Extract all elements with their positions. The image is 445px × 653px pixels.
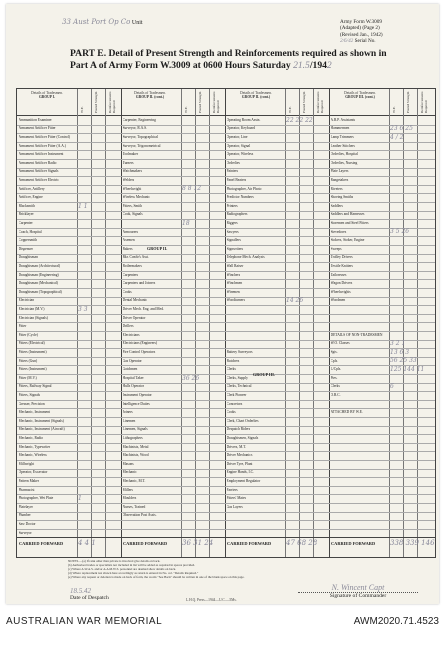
trade-label: Blacksmith [18, 203, 35, 208]
trade-label: Mechanic, M.T. [122, 479, 146, 483]
table-header [17, 89, 435, 116]
trade-label: Lamp Trimmers [330, 135, 354, 139]
trade-label: Toolmaker [122, 152, 139, 157]
trade-label: Despatch Riders [226, 427, 251, 432]
trade-label: Woodmen [330, 298, 346, 303]
trade-label: Farriers [226, 487, 238, 492]
trade-label: Mechanic, Instrument (Signals) [18, 418, 64, 423]
trade-label: Mechanic [122, 470, 137, 475]
carried-forward-value: 47 68 28 [286, 539, 318, 548]
trade-label: Armament Artificer Instrument [18, 152, 64, 157]
trade-label: Carpenters [122, 272, 139, 277]
trade-label: O.R.C. [330, 393, 341, 397]
trade-label: Electricians (Engineers) [122, 341, 158, 346]
archive-accession: AWM2020.71.4523 [353, 616, 439, 627]
handwritten-entry: 22 22 22 [286, 116, 313, 124]
trade-label: Fitter [18, 324, 27, 329]
header-reinf-1: Reinforcements Required [108, 91, 116, 113]
trade-label: Storemen and Steel Fitters [330, 221, 369, 225]
header-reinf-2: Reinforcements Required [212, 91, 220, 113]
archive-name: AUSTRALIAN WAR MEMORIAL [6, 616, 163, 627]
trade-label: Bakers [122, 246, 133, 251]
trade-label: Armament Artificer Fitter (Control) [18, 135, 70, 139]
header-trades-3: Details of Tradesmen. GROUP II. (cont.) [240, 91, 272, 100]
trade-label: Engine Hands, I.C. [226, 470, 254, 475]
trade-label: Winchmen [226, 281, 243, 286]
note-line: (c) Where A.W.A.S. and/or A.A.M.W.S. personnel are deemed show details on back. [68, 567, 176, 571]
header-posted-3: Posted Strength [302, 91, 306, 113]
trade-label: Carpenter, Engineering [122, 117, 156, 122]
header-trades-2: Details of Tradesmen. GROUP II. (cont.) [134, 91, 166, 100]
trade-label: Hammermen [330, 126, 350, 131]
header-we-1: W.E. [80, 106, 84, 113]
trade-label: Draughtsman (Topographical) [18, 289, 62, 294]
print-reference: L.H.Q. Press—1944—U.C.—5Ms. [186, 598, 237, 602]
handwritten-entry: 56 25 33 [390, 357, 417, 365]
trade-label: Leather Stitchers [330, 143, 355, 148]
trade-label: Bkr. Conftr's Asst. [122, 255, 149, 260]
handwritten-entry: 4 / 2 [390, 133, 404, 141]
trade-label: Painters [226, 169, 239, 174]
header-we-3: W.E. [288, 106, 292, 113]
trade-label: Fitters (Electrical) [18, 341, 45, 346]
trade-label: Stevedores [330, 229, 347, 234]
handwritten-entry: 23 6 25 [390, 125, 413, 133]
trade-label: Clerks [226, 367, 236, 372]
trade-label: Clerks, Technical [226, 384, 252, 389]
trade-label: Armament Artificer Radio [18, 160, 57, 165]
handwritten-entry: 3 5 26 [390, 228, 410, 236]
trade-label: Millers [122, 487, 133, 492]
trade-label: Clerks, Supply [226, 375, 248, 380]
trade-label: Cook, Signals [122, 212, 143, 217]
trade-label: Electrician (Signals) [18, 315, 48, 320]
note-line: (d) Where replacement not shown here accordingly as return is entered in No. col. "Details Required." [68, 571, 199, 575]
trade-label: Butchers [226, 358, 240, 363]
trade-label: Carpenter [18, 221, 33, 225]
trade-label: Wagon Drivers [330, 281, 353, 286]
archive-footer [0, 610, 445, 653]
trade-label: Pattern Maker [18, 479, 39, 483]
trade-label: Driver Tyre, Plant [226, 461, 253, 466]
trade-label: Armourers [122, 229, 139, 234]
trade-label: Orderlies [226, 160, 240, 165]
trade-label: Armament Artificer Signals [18, 169, 59, 174]
trade-label: Linemen, Signals [122, 427, 148, 432]
trade-label: Riggers [226, 221, 238, 225]
trade-label: Dental Mechanic [122, 298, 148, 303]
carried-forward-value: 36 31 24 [182, 539, 214, 548]
title-line1: PART E. Detail of Present Strength and Reinforcements required as shown in [70, 48, 387, 59]
trade-label: Cooks [226, 410, 236, 415]
trade-label: Woodturners [226, 298, 245, 303]
unit-field [62, 18, 143, 26]
notes-block [68, 559, 428, 579]
trade-label: Axemen [122, 238, 135, 243]
trade-label: Wiremen [226, 289, 240, 294]
trade-label: Welders [122, 178, 135, 182]
title-year-handwritten: 2 [326, 59, 332, 71]
group-3-label: GROUP III. [253, 372, 275, 377]
trade-label: Hospital Taker [122, 375, 144, 380]
trade-label: Driver Mech. Eng. and Med. [122, 307, 164, 311]
trade-label: Armament Artificer Electric [18, 178, 60, 182]
note-line: NOTES.—(a) If rank other than private is involved give details on back. [68, 559, 161, 563]
trade-label: Operator, Keyboard [226, 126, 256, 131]
trade-label: Coach, Hospital [18, 229, 42, 234]
trade-label: Signallers [226, 238, 241, 243]
header-reinf-3: Reinforcements Required [316, 91, 324, 113]
trade-label: Shoeing Smiths [330, 195, 354, 200]
trade-label: Operator, Signal [226, 143, 251, 148]
trade-label: Rangetakers [330, 178, 349, 182]
form-title [70, 48, 410, 71]
despatch-date-handwritten: 18.5.42 [70, 587, 91, 595]
trade-label: Photographer, Wet Plate [18, 496, 54, 501]
trade-label: Greaser, Precision [18, 401, 45, 406]
trade-label: Dispenser [18, 246, 33, 251]
trade-label: Wall Raiser [226, 264, 244, 268]
trade-label: Operator, Excavator [18, 470, 48, 475]
header-posted-2: Posted Strength [198, 91, 202, 113]
trade-label: Printers [226, 203, 238, 208]
serial-label: Serial No. [354, 37, 376, 44]
handwritten-entry: 3 2 1 [390, 340, 406, 348]
handwritten-entry: 8 8 12 [182, 185, 202, 193]
signature-block [298, 583, 418, 599]
carried-forward-label: CARRIED FORWARD [227, 541, 272, 547]
form-name: Army Form W.3009 [340, 19, 382, 25]
trade-label: Artificer, Artillery [18, 186, 45, 191]
handwritten-entry: 1 1 [78, 202, 88, 210]
header-we-4: W.E. [392, 106, 396, 113]
trade-label: Telephone Mech. Analysts [226, 255, 265, 260]
header-posted-1: Posted Strength [94, 91, 98, 113]
trade-label: Gatchmen [122, 367, 138, 372]
trade-label: Operator, Wireless [226, 152, 254, 157]
trade-label: Driver Mechanics [226, 453, 253, 458]
trade-label: Fitters, Railway Signal [18, 384, 52, 389]
signature-label: Signature of Commander [298, 592, 418, 599]
trade-label: Gas Operator [122, 358, 142, 363]
trade-label: Cpls. [330, 358, 338, 363]
trade-label: Artificer, Engine [18, 195, 43, 200]
trade-label: L/Cpls. [330, 367, 342, 372]
carried-forward-label: CARRIED FORWARD [123, 541, 168, 547]
signature-handwritten: N. Wincent Capt [331, 583, 385, 592]
trade-label: ATTACHED BY W.E. [330, 410, 363, 415]
trade-label: Electrician [18, 298, 35, 303]
trade-label: Fitters, Smith [122, 203, 143, 208]
header-reinf-4: Reinforcements Required [420, 91, 428, 113]
trade-label: Turners [122, 160, 134, 165]
unit-label: Unit [131, 20, 143, 26]
trade-label: Mechanic, Instrument (Aircraft) [18, 427, 65, 432]
carried-forward-value: 338 339 146 [390, 539, 435, 548]
trade-label: Plumber [18, 513, 31, 518]
handwritten-entry: 18 [182, 219, 190, 227]
trade-label: Boilermakers [122, 264, 142, 268]
note-line: (b) Authorised trades or specialists not included in list will be added as required in spaces provided. [68, 563, 196, 567]
handwritten-entry: 6 [390, 383, 394, 391]
trade-label: Platelayer [18, 504, 33, 509]
trade-label: Fitters, Signals [18, 393, 41, 397]
trade-label: Coppersmith [18, 238, 38, 243]
trade-label: Ammunition Examiner [18, 117, 52, 122]
trade-label: Lithographers [122, 436, 143, 440]
trade-label: W.O. Classes [330, 341, 350, 346]
note-line: (e) Where any request or deletion is made on back of form, the words "See Back" should be written in one of the blank space on this page. [68, 575, 245, 579]
trade-label: Observation Post Assts. [122, 513, 157, 518]
trade-label: Electrician (M.V.) [18, 307, 45, 311]
handwritten-entry: 3 3 [78, 305, 88, 313]
trade-label: Panel Beaters [226, 178, 247, 182]
trade-label: Fitter (M.V.) [18, 375, 37, 380]
header-trades-4: Details of Tradesmen. GROUP III. (cont.) [344, 91, 376, 100]
trade-label: Watchmakers [122, 169, 142, 174]
header-trades-1: Details of Tradesmen. GROUP I. [31, 91, 63, 100]
serial-handwritten: 2/6/42 [340, 37, 354, 44]
header-we-2: W.E. [184, 106, 188, 113]
handwritten-entry: 13 6 3 [390, 348, 410, 356]
carried-forward-label: CARRIED FORWARD [19, 541, 64, 547]
trade-label: Predictor Numbers [226, 195, 254, 200]
carried-forward-label: CARRIED FORWARD [331, 541, 376, 547]
trade-label: Wheelwright [122, 186, 142, 191]
title-line2: Part A of Army Form W.3009 at 0600 Hours Saturday [70, 59, 291, 71]
trade-label: Millwright [18, 461, 35, 466]
form-adapted: (Adapted) (Page 2) [340, 25, 380, 32]
trade-label: Wireless Mechanic [122, 195, 150, 200]
trade-label: Armament Artificer Fitter [18, 126, 56, 131]
trade-label: Fitters (Instrument) [18, 367, 47, 372]
trade-label: Fitter (Cycle) [18, 332, 38, 337]
form-revised: (Revised Jan., 1942) [340, 31, 383, 38]
trade-label: Pharmacist [18, 487, 35, 492]
trade-label: Fitters (Instrument) [18, 350, 47, 354]
trade-label: Nurses, Trained [122, 504, 146, 509]
strength-table [16, 88, 436, 558]
trade-label: Hulls Operator [122, 384, 144, 389]
carried-forward-value: 4 4 1 [78, 539, 96, 548]
trade-label: Operator, Line [226, 135, 248, 139]
title-year: /194 [309, 59, 327, 71]
handwritten-entry: 125 144 11 [390, 365, 425, 373]
trade-label: Sweeps [330, 246, 342, 251]
trade-label: Drivers, M.T. [226, 444, 246, 449]
trade-label: Armament Artificer Fitter (A.A.) [18, 143, 66, 148]
trade-label: Saddlers and Harnesses [330, 212, 365, 217]
trade-label: Sawyers [226, 229, 239, 234]
trade-label: Surveyor [18, 530, 32, 535]
trade-label: Draughtsman (Engineering) [18, 272, 59, 277]
trade-label: Machinists, Metal [122, 444, 149, 449]
trade-label: DETAILS OF NON-TRADESMEN [330, 332, 383, 337]
trade-label: Battery Surveyors [226, 350, 253, 354]
trade-label: Clerk Pioneer [226, 393, 247, 397]
group-2-label: GROUP II. [147, 246, 168, 251]
trade-label: Sgts. [330, 350, 338, 354]
trade-label: A.R.P. Assistants [330, 117, 356, 122]
trade-label: Driver Operator [122, 315, 146, 320]
trade-label: Moulders [122, 496, 137, 501]
trade-label: Orderlies, Hospital [330, 152, 358, 157]
trade-label: Ptes. [330, 375, 338, 380]
handwritten-entry: 36 26 [182, 374, 200, 382]
trade-label: Saddlers [330, 203, 343, 208]
trade-label: Concretors [226, 401, 243, 406]
trade-label: Mechanic, Instrument [18, 410, 51, 415]
trade-label: Clerks [330, 384, 340, 389]
trade-label: Photographer, Air Photo [226, 186, 262, 191]
trade-label: Fitters' Mates [226, 496, 247, 501]
trade-label: Electricians [122, 332, 140, 337]
trade-label: Clerk, Chart Orderlies [226, 418, 259, 423]
trade-label: Fire Control Operators [122, 350, 156, 354]
unit-handwritten: 33 Aust Port Op Co [62, 18, 131, 26]
trade-label: Cooks [122, 289, 132, 294]
trade-label: Machinists, Wood [122, 453, 149, 458]
trade-label: Draughtsman [18, 255, 38, 260]
trade-label: Draughtsman (Architectural) [18, 264, 61, 268]
form-page [6, 4, 439, 604]
trade-label: Operating Room Asstn. [226, 117, 261, 122]
trade-label: Drillers [122, 324, 134, 329]
handwritten-entry: 1 [78, 494, 82, 502]
trade-label: Mechanic, Wireless [18, 453, 47, 458]
trade-label: Plate Layers [330, 169, 349, 174]
trade-label: Gas Layers [226, 504, 243, 509]
trade-label: Fitters (Gun) [18, 358, 38, 363]
header-posted-4: Posted Strength [406, 91, 410, 113]
trade-label: Saw Doctor [18, 522, 36, 526]
form-reference [340, 19, 383, 44]
despatch-block [70, 587, 109, 601]
trade-label: Textile Knitters [330, 264, 353, 268]
despatch-label: Date of Despatch [70, 595, 109, 601]
trade-label: Stokers, Stoker, Engine [330, 238, 365, 243]
trade-label: Signwriters [226, 246, 244, 251]
trade-label: Bricklayer [18, 212, 34, 217]
trade-label: Instrument Operator [122, 393, 152, 397]
trade-label: Tailoresses [330, 272, 347, 277]
handwritten-entry: 14 26 [286, 297, 304, 305]
trade-label: Draughtsman (Mechanical) [18, 281, 58, 286]
trade-label: Mechanic, Radio [18, 436, 44, 440]
trade-label: Mechanic, Typewriter [18, 444, 51, 449]
trade-label: Radiographers [226, 212, 248, 217]
trade-label: Carpenters and Joiners [122, 281, 156, 286]
trade-label: Riveters [330, 186, 343, 191]
trade-label: Draughtsmen, Signals [226, 436, 259, 440]
trade-label: Employment Regulator [226, 479, 261, 483]
trade-label: Orderlies, Nursing [330, 160, 358, 165]
trade-label: Trolley Drivers [330, 255, 353, 260]
trade-label: Surveyor, Topographical [122, 135, 158, 139]
trade-label: Surveyor, Trigonometrical [122, 143, 161, 148]
trade-label: Joiners [122, 410, 133, 415]
trade-label: Surveyor, R.A.S. [122, 126, 148, 131]
trade-label: Winchers [226, 272, 241, 277]
trade-label: Linemen [122, 418, 136, 423]
trade-label: Masons [122, 461, 134, 466]
title-date-handwritten: 21.5 [293, 59, 310, 71]
trade-label: Wheelwrights [330, 289, 351, 294]
trade-label: Intelligence Duties [122, 401, 150, 406]
